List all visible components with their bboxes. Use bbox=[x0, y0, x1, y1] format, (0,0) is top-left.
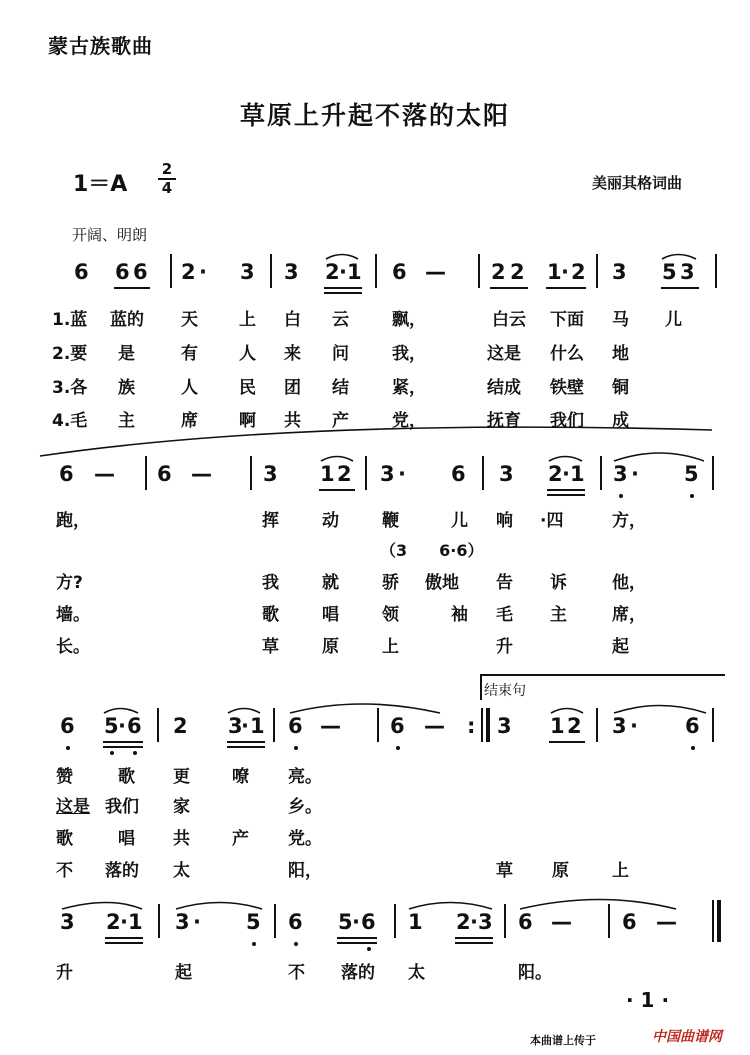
lyric: 席， bbox=[612, 605, 646, 625]
lyric: 啊 bbox=[239, 411, 256, 431]
note: 2 bbox=[106, 910, 121, 934]
ending-label: 结束句 bbox=[484, 683, 526, 699]
note: 5 bbox=[684, 462, 699, 486]
lyric: 党。 bbox=[288, 829, 322, 849]
dot-symbol: · bbox=[120, 910, 128, 934]
lyric: 唱 bbox=[322, 605, 339, 625]
page-number: · 1 · bbox=[626, 988, 670, 1012]
lyric: 紧， bbox=[392, 378, 426, 398]
barline bbox=[365, 456, 367, 490]
lyric: 族 bbox=[118, 378, 135, 398]
low-octave-dot bbox=[294, 942, 298, 946]
lyric: 傲地 bbox=[425, 573, 459, 593]
lyric: 地 bbox=[612, 344, 629, 364]
lyric: 云 bbox=[332, 310, 349, 330]
lyric: 上 bbox=[239, 310, 256, 330]
lyric: 民 bbox=[239, 378, 256, 398]
key-signature: 1＝A bbox=[73, 172, 128, 197]
note: 3 bbox=[175, 910, 190, 934]
lyric: 长。 bbox=[56, 637, 90, 657]
lyric: 阳， bbox=[288, 861, 322, 881]
note: 3 bbox=[60, 910, 75, 934]
note: 3 bbox=[240, 260, 255, 284]
lyric: 蓝的 bbox=[110, 310, 144, 330]
lyric: 原 bbox=[552, 861, 569, 881]
dot-symbol: · bbox=[118, 714, 126, 738]
barline bbox=[270, 254, 272, 288]
song-title: 草原上升起不落的太阳 bbox=[239, 101, 510, 130]
slur bbox=[62, 903, 142, 910]
slur bbox=[321, 457, 353, 462]
lyric: 我们 bbox=[550, 411, 584, 431]
dash: — bbox=[320, 714, 341, 738]
note: 1 bbox=[128, 910, 143, 934]
lyric: 产 bbox=[332, 411, 349, 431]
barline bbox=[273, 708, 275, 742]
note: 6 bbox=[390, 714, 405, 738]
note: 5 bbox=[246, 910, 261, 934]
slur bbox=[551, 709, 583, 714]
note: 2 bbox=[325, 260, 340, 284]
category-label: 蒙古族歌曲 bbox=[48, 34, 153, 58]
barline bbox=[600, 456, 602, 490]
lyric: 原 bbox=[322, 637, 339, 657]
barline bbox=[250, 456, 252, 490]
lyric: 阳。 bbox=[518, 963, 552, 983]
dash: — bbox=[656, 910, 677, 934]
barline bbox=[596, 708, 598, 742]
note: 2 bbox=[491, 260, 506, 284]
lyric: 不 bbox=[288, 963, 305, 983]
lyric: 儿 bbox=[665, 310, 682, 330]
barline bbox=[715, 254, 717, 288]
note: 6 bbox=[622, 910, 637, 934]
note: 1 bbox=[550, 714, 565, 738]
note: 6 bbox=[157, 462, 172, 486]
note: 2 bbox=[510, 260, 525, 284]
ending-bracket bbox=[480, 674, 725, 676]
slur bbox=[228, 709, 260, 714]
lyric: 唱 bbox=[118, 829, 135, 849]
barline bbox=[170, 254, 172, 288]
note: 6 bbox=[127, 714, 142, 738]
note: 1 bbox=[320, 462, 335, 486]
lyric: 是 bbox=[118, 344, 135, 364]
dash: — bbox=[94, 462, 115, 486]
lyric: 共 bbox=[284, 411, 301, 431]
slur bbox=[662, 255, 696, 260]
ending-bracket-start bbox=[480, 674, 482, 700]
underline bbox=[547, 489, 585, 491]
note: 3 bbox=[497, 714, 512, 738]
note: 2 bbox=[173, 714, 188, 738]
low-octave-dot bbox=[252, 942, 256, 946]
note: 2 bbox=[571, 260, 586, 284]
barline bbox=[157, 708, 159, 742]
slur bbox=[326, 255, 358, 260]
slur bbox=[549, 457, 582, 462]
lyric: 有 bbox=[181, 344, 198, 364]
lyric: 共 bbox=[173, 829, 190, 849]
lyric: 响 bbox=[496, 511, 513, 531]
slur bbox=[614, 706, 706, 714]
lyric: 天 bbox=[181, 310, 198, 330]
note: 6 bbox=[115, 260, 130, 284]
barline bbox=[712, 456, 714, 490]
lyric: 跑， bbox=[56, 511, 90, 531]
note: 3 bbox=[612, 260, 627, 284]
lyric: 这是 bbox=[56, 797, 90, 817]
note: 6 bbox=[451, 462, 466, 486]
dot-symbol: · bbox=[561, 260, 569, 284]
note: 2 bbox=[548, 462, 563, 486]
barline bbox=[482, 456, 484, 490]
lyric: 赞 bbox=[56, 767, 73, 787]
lyric: 领 bbox=[382, 605, 399, 625]
note: 2 bbox=[337, 462, 352, 486]
time-signature bbox=[158, 162, 176, 196]
underline bbox=[103, 741, 143, 743]
tempo-marking: 开阔、明朗 bbox=[72, 226, 148, 244]
barline bbox=[158, 904, 160, 938]
lyric: 动 bbox=[322, 511, 339, 531]
repeat-barline-thick bbox=[486, 708, 490, 742]
low-octave-dot bbox=[66, 746, 70, 750]
low-octave-dot bbox=[110, 751, 114, 755]
note: 1 bbox=[250, 714, 265, 738]
note: 6 bbox=[518, 910, 533, 934]
dash: — bbox=[551, 910, 572, 934]
dot-symbol: · bbox=[241, 714, 249, 738]
lyric: 更 bbox=[173, 767, 190, 787]
lyric: 起 bbox=[175, 963, 192, 983]
note: 2 bbox=[181, 260, 196, 284]
note: 6 bbox=[288, 910, 303, 934]
lyric: 不 bbox=[56, 861, 73, 881]
underline bbox=[337, 937, 377, 939]
lyric: 挥 bbox=[262, 511, 279, 531]
note: 6 bbox=[288, 714, 303, 738]
slur bbox=[409, 903, 492, 910]
lyric: 党， bbox=[392, 411, 426, 431]
note: 3 bbox=[228, 714, 243, 738]
tie bbox=[40, 427, 712, 456]
barline bbox=[478, 254, 480, 288]
barline bbox=[596, 254, 598, 288]
low-octave-dot bbox=[396, 746, 400, 750]
note: 3 bbox=[499, 462, 514, 486]
lyric: 起 bbox=[612, 637, 629, 657]
meter-top: 2 bbox=[161, 160, 173, 178]
underline bbox=[227, 746, 265, 748]
note: 6 bbox=[59, 462, 74, 486]
lyric: 太 bbox=[408, 963, 425, 983]
lyric: 问 bbox=[332, 344, 349, 364]
lyric: 我 bbox=[262, 573, 279, 593]
lyric: ·四 bbox=[540, 511, 564, 531]
lyric: 他， bbox=[612, 573, 646, 593]
lyric: 下面 bbox=[550, 310, 584, 330]
lyric: 上 bbox=[382, 637, 399, 657]
lyric: 升 bbox=[496, 637, 513, 657]
note: 6 bbox=[60, 714, 75, 738]
note: 1 bbox=[570, 462, 585, 486]
underline bbox=[455, 937, 493, 939]
site-logo: 中国曲谱网 bbox=[652, 1029, 722, 1045]
lyric: 歌 bbox=[118, 767, 135, 787]
note: 6 bbox=[74, 260, 89, 284]
lyric: 歌 bbox=[56, 829, 73, 849]
lyric: 诉 bbox=[550, 573, 567, 593]
dot-symbol: · bbox=[631, 462, 639, 486]
lyric: 4.毛 bbox=[52, 411, 88, 431]
lyric: 落的 bbox=[341, 963, 375, 983]
lyric: 主 bbox=[118, 411, 135, 431]
low-octave-dot bbox=[690, 494, 694, 498]
lyric: 2.要 bbox=[52, 344, 88, 364]
underline bbox=[547, 494, 585, 496]
lyric: 亮。 bbox=[288, 767, 322, 787]
note: 5 bbox=[104, 714, 119, 738]
dot-symbol: · bbox=[193, 910, 201, 934]
note: 1 bbox=[347, 260, 362, 284]
barline bbox=[145, 456, 147, 490]
dash: — bbox=[424, 714, 445, 738]
lyric: 落的 bbox=[105, 861, 139, 881]
lyric: 鞭 bbox=[382, 511, 399, 531]
note: 3 bbox=[284, 260, 299, 284]
lyric: 来 bbox=[284, 344, 301, 364]
lyric: 墙。 bbox=[56, 605, 90, 625]
low-octave-dot bbox=[133, 751, 137, 755]
note: 6 bbox=[685, 714, 700, 738]
low-octave-dot bbox=[367, 947, 371, 951]
lyric: 人 bbox=[181, 378, 198, 398]
underline bbox=[661, 287, 699, 289]
final-barline-thin bbox=[712, 900, 714, 942]
footer-text: 本曲谱上传于 bbox=[530, 1034, 596, 1047]
lyric: 就 bbox=[322, 573, 339, 593]
underline bbox=[546, 287, 586, 289]
lyric: 铜 bbox=[612, 378, 629, 398]
dot-symbol: · bbox=[199, 260, 207, 284]
underline bbox=[490, 287, 528, 289]
lyric: 袖 bbox=[451, 605, 468, 625]
barline bbox=[394, 904, 396, 938]
dot-symbol: · bbox=[470, 910, 478, 934]
slur bbox=[176, 903, 262, 910]
lyric: 方? bbox=[56, 573, 83, 593]
underline bbox=[455, 942, 493, 944]
lyric: 太 bbox=[173, 861, 190, 881]
lyric: 方， bbox=[612, 511, 646, 531]
lyric: 抚育 bbox=[487, 411, 521, 431]
dot-symbol: · bbox=[352, 910, 360, 934]
alternate-notes: （3 6·6） bbox=[380, 541, 484, 560]
lyric: 铁壁 bbox=[550, 378, 584, 398]
author-credit: 美丽其格词曲 bbox=[592, 174, 683, 192]
lyric: 儿 bbox=[451, 511, 468, 531]
slur bbox=[614, 453, 704, 461]
lyric: 乡。 bbox=[288, 797, 322, 817]
note: 6 bbox=[133, 260, 148, 284]
note: 5 bbox=[338, 910, 353, 934]
lyric: 产 bbox=[232, 829, 249, 849]
lyric: 白云 bbox=[492, 310, 526, 330]
lyric: 我， bbox=[392, 344, 426, 364]
underline bbox=[549, 741, 585, 743]
note: 6 bbox=[392, 260, 407, 284]
lyric: 骄 bbox=[382, 573, 399, 593]
barline bbox=[375, 254, 377, 288]
lyric: 1.蓝 bbox=[52, 310, 88, 330]
lyric: 嘹 bbox=[232, 767, 249, 787]
underline bbox=[105, 942, 143, 944]
underline bbox=[319, 489, 355, 491]
lyric: 马 bbox=[612, 310, 629, 330]
barline bbox=[377, 708, 379, 742]
note: 3 bbox=[478, 910, 493, 934]
underline bbox=[324, 292, 362, 294]
repeat-sign: : bbox=[467, 714, 476, 738]
low-octave-dot bbox=[619, 494, 623, 498]
lyric: 主 bbox=[550, 605, 567, 625]
barline bbox=[608, 904, 610, 938]
lyric: 成 bbox=[612, 411, 629, 431]
lyric: 我们 bbox=[105, 797, 139, 817]
underline bbox=[103, 746, 143, 748]
barline bbox=[504, 904, 506, 938]
dash: — bbox=[191, 462, 212, 486]
lyric: 草 bbox=[496, 861, 513, 881]
slur bbox=[104, 709, 138, 714]
tie bbox=[290, 704, 440, 713]
meter-bottom: 4 bbox=[161, 179, 173, 197]
dot-symbol: · bbox=[562, 462, 570, 486]
underline bbox=[337, 942, 377, 944]
dot-symbol: · bbox=[630, 714, 638, 738]
lyric: 人 bbox=[239, 344, 256, 364]
note: 3 bbox=[612, 714, 627, 738]
lyric: 毛 bbox=[496, 605, 513, 625]
note: 1 bbox=[408, 910, 423, 934]
barline bbox=[274, 904, 276, 938]
note: 3 bbox=[613, 462, 628, 486]
lyric: 席 bbox=[181, 411, 198, 431]
underline bbox=[105, 937, 143, 939]
lyric: 飘， bbox=[392, 310, 426, 330]
note: 2 bbox=[456, 910, 471, 934]
lyric: 歌 bbox=[262, 605, 279, 625]
lyric: 结成 bbox=[487, 378, 521, 398]
lyric: 3.各 bbox=[52, 378, 88, 398]
note: 3 bbox=[380, 462, 395, 486]
lyric: 这是 bbox=[487, 344, 521, 364]
dot-symbol: · bbox=[339, 260, 347, 284]
lyric: 白 bbox=[284, 310, 301, 330]
dash: — bbox=[425, 260, 446, 284]
lyric: 结 bbox=[332, 378, 349, 398]
lyric: 上 bbox=[612, 861, 629, 881]
lyric: 升 bbox=[56, 963, 73, 983]
barline bbox=[712, 708, 714, 742]
lyric: 什么 bbox=[550, 344, 584, 364]
dot-symbol: · bbox=[398, 462, 406, 486]
note: 2 bbox=[567, 714, 582, 738]
repeat-barline bbox=[481, 708, 483, 742]
low-octave-dot bbox=[691, 746, 695, 750]
note: 3 bbox=[680, 260, 695, 284]
lyric: 家 bbox=[173, 797, 190, 817]
note: 1 bbox=[547, 260, 562, 284]
underline bbox=[114, 287, 150, 289]
final-barline-thick bbox=[717, 900, 721, 942]
underline bbox=[227, 741, 265, 743]
note: 6 bbox=[361, 910, 376, 934]
tie bbox=[520, 900, 676, 910]
underline bbox=[324, 287, 362, 289]
lyric: 团 bbox=[284, 378, 301, 398]
low-octave-dot bbox=[294, 746, 298, 750]
lyric: 告 bbox=[496, 573, 513, 593]
note: 3 bbox=[263, 462, 278, 486]
lyric: 草 bbox=[262, 637, 279, 657]
note: 5 bbox=[662, 260, 677, 284]
